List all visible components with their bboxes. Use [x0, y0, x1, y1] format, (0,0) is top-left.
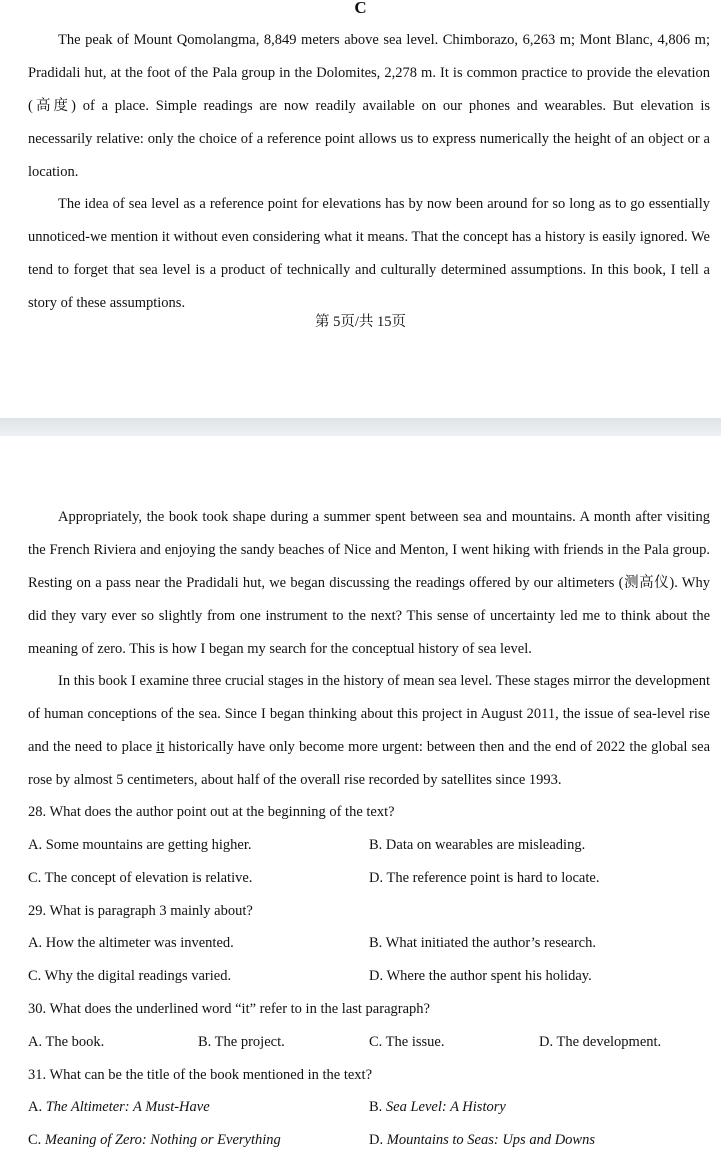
- option-label: A.: [28, 935, 46, 951]
- question-31-option-b[interactable]: [369, 1091, 506, 1124]
- option-text: The issue.: [385, 1034, 445, 1050]
- question-28-option-d[interactable]: [369, 862, 599, 895]
- option-text: Some mountains are getting higher.: [45, 837, 252, 853]
- paragraph-4: [28, 665, 710, 797]
- option-text: Mountains to Seas: Ups and Downs: [386, 1132, 595, 1148]
- option-text: Where the author spent his holiday.: [386, 968, 592, 984]
- question-31-option-c[interactable]: [28, 1124, 281, 1157]
- option-label: C.: [28, 1132, 45, 1148]
- paragraph-1: The peak of Mount Qomolangma, 8,849 meters above sea level. Chimborazo, 6,263 m; Mont Blanc, 4,806 m; Pradidali hut, at the foot of the Pala group in the Dolomites, 2,278 m. It is common practice to provide the elevation (高度) of a place. Simple readings are now readily available on our phones and wearables. But elevation is necessarily relative: only the choice of a reference point allows us to express numerically the height of an object or a location.: [28, 32, 710, 180]
- option-label: A.: [28, 1034, 46, 1050]
- question-28-option-b[interactable]: [369, 829, 585, 862]
- option-text: The development.: [556, 1034, 662, 1050]
- question-29-option-c[interactable]: [28, 960, 231, 993]
- option-text: The project.: [214, 1034, 285, 1050]
- option-text: Meaning of Zero: Nothing or Everything: [44, 1132, 281, 1148]
- option-label: D.: [369, 1132, 387, 1148]
- option-text: How the altimeter was invented.: [45, 935, 234, 951]
- question-29-option-b[interactable]: [369, 927, 596, 960]
- option-label: A.: [28, 1099, 46, 1115]
- question-29-stem: 29. What is paragraph 3 mainly about?: [28, 903, 253, 919]
- question-29-option-a[interactable]: [28, 927, 234, 960]
- question-31-option-a[interactable]: [28, 1091, 210, 1124]
- option-label: C.: [28, 968, 45, 984]
- option-label: B.: [198, 1034, 215, 1050]
- page-number: 第 5页/共 15页: [314, 314, 407, 330]
- question-31-option-d[interactable]: [369, 1124, 595, 1157]
- option-label: B.: [369, 837, 386, 853]
- paragraph-4-text-before: In this book I examine three crucial stages in the history of mean sea level. These stages mirror the development of human conceptions of the sea. Since I began thinking about this project in August 2011, the issue of sea-level rise and the need to place: [28, 673, 710, 755]
- question-30-stem: 30. What does the underlined word “it” refer to in the last paragraph?: [28, 1001, 430, 1017]
- section-letter: C: [354, 0, 367, 17]
- question-30-option-b[interactable]: [198, 1026, 285, 1059]
- question-28-option-a[interactable]: [28, 829, 252, 862]
- question-29-option-d[interactable]: [369, 960, 592, 993]
- option-label: C.: [28, 870, 45, 886]
- option-text: What initiated the author’s research.: [385, 935, 596, 951]
- option-text: Why the digital readings varied.: [44, 968, 232, 984]
- option-text: Data on wearables are misleading.: [385, 837, 586, 853]
- document-page-top: [0, 0, 721, 418]
- paragraph-4-text-after: historically have only become more urgent: between then and the end of 2022 the global sea rose by almost 5 centimeters, about half of the overall rise recorded by satellites since 1993.: [28, 739, 711, 788]
- question-28-stem: 28. What does the author point out at the beginning of the text?: [28, 804, 395, 820]
- question-28-option-c[interactable]: [28, 862, 252, 895]
- page-break: [0, 418, 721, 436]
- option-text: Sea Level: A History: [385, 1099, 506, 1115]
- document-page-bottom: [0, 436, 721, 1149]
- option-text: The reference point is hard to locate.: [386, 870, 600, 886]
- option-label: D.: [369, 870, 387, 886]
- paragraph-2: The idea of sea level as a reference point for elevations has by now been around for so long as to go essentially unnoticed-we mention it without even considering what it means. That the concept has a history is easily ignored. We tend to forget that sea level is a product of technically and culturally determined assumptions. In this book, I tell a story of these assumptions.: [28, 196, 710, 311]
- paragraph-3: Appropriately, the book took shape during a summer spent between sea and mountains. A month after visiting the French Riviera and enjoying the sandy beaches of Nice and Menton, I went hiking with friends in the Pala group. Resting on a pass near the Pradidali hut, we began discussing the readings offered by our altimeters (测高仪). Why did they vary ever so slightly from one instrument to the next? This sense of uncertainty led me to think about the meaning of zero. This is how I began my search for the conceptual history of sea level.: [28, 509, 710, 657]
- option-text: The book.: [45, 1034, 105, 1050]
- question-30-option-d[interactable]: [539, 1026, 661, 1059]
- option-label: B.: [369, 935, 386, 951]
- option-label: C.: [369, 1034, 386, 1050]
- option-text: The concept of elevation is relative.: [44, 870, 253, 886]
- underlined-word-it: it: [156, 739, 165, 755]
- question-30-option-a[interactable]: [28, 1026, 104, 1059]
- option-label: D.: [369, 968, 387, 984]
- question-30-option-c[interactable]: [369, 1026, 444, 1059]
- question-31-stem: 31. What can be the title of the book mentioned in the text?: [28, 1067, 373, 1083]
- option-text: The Altimeter: A Must-Have: [45, 1099, 210, 1115]
- option-label: D.: [539, 1034, 557, 1050]
- option-label: A.: [28, 837, 46, 853]
- option-label: B.: [369, 1099, 386, 1115]
